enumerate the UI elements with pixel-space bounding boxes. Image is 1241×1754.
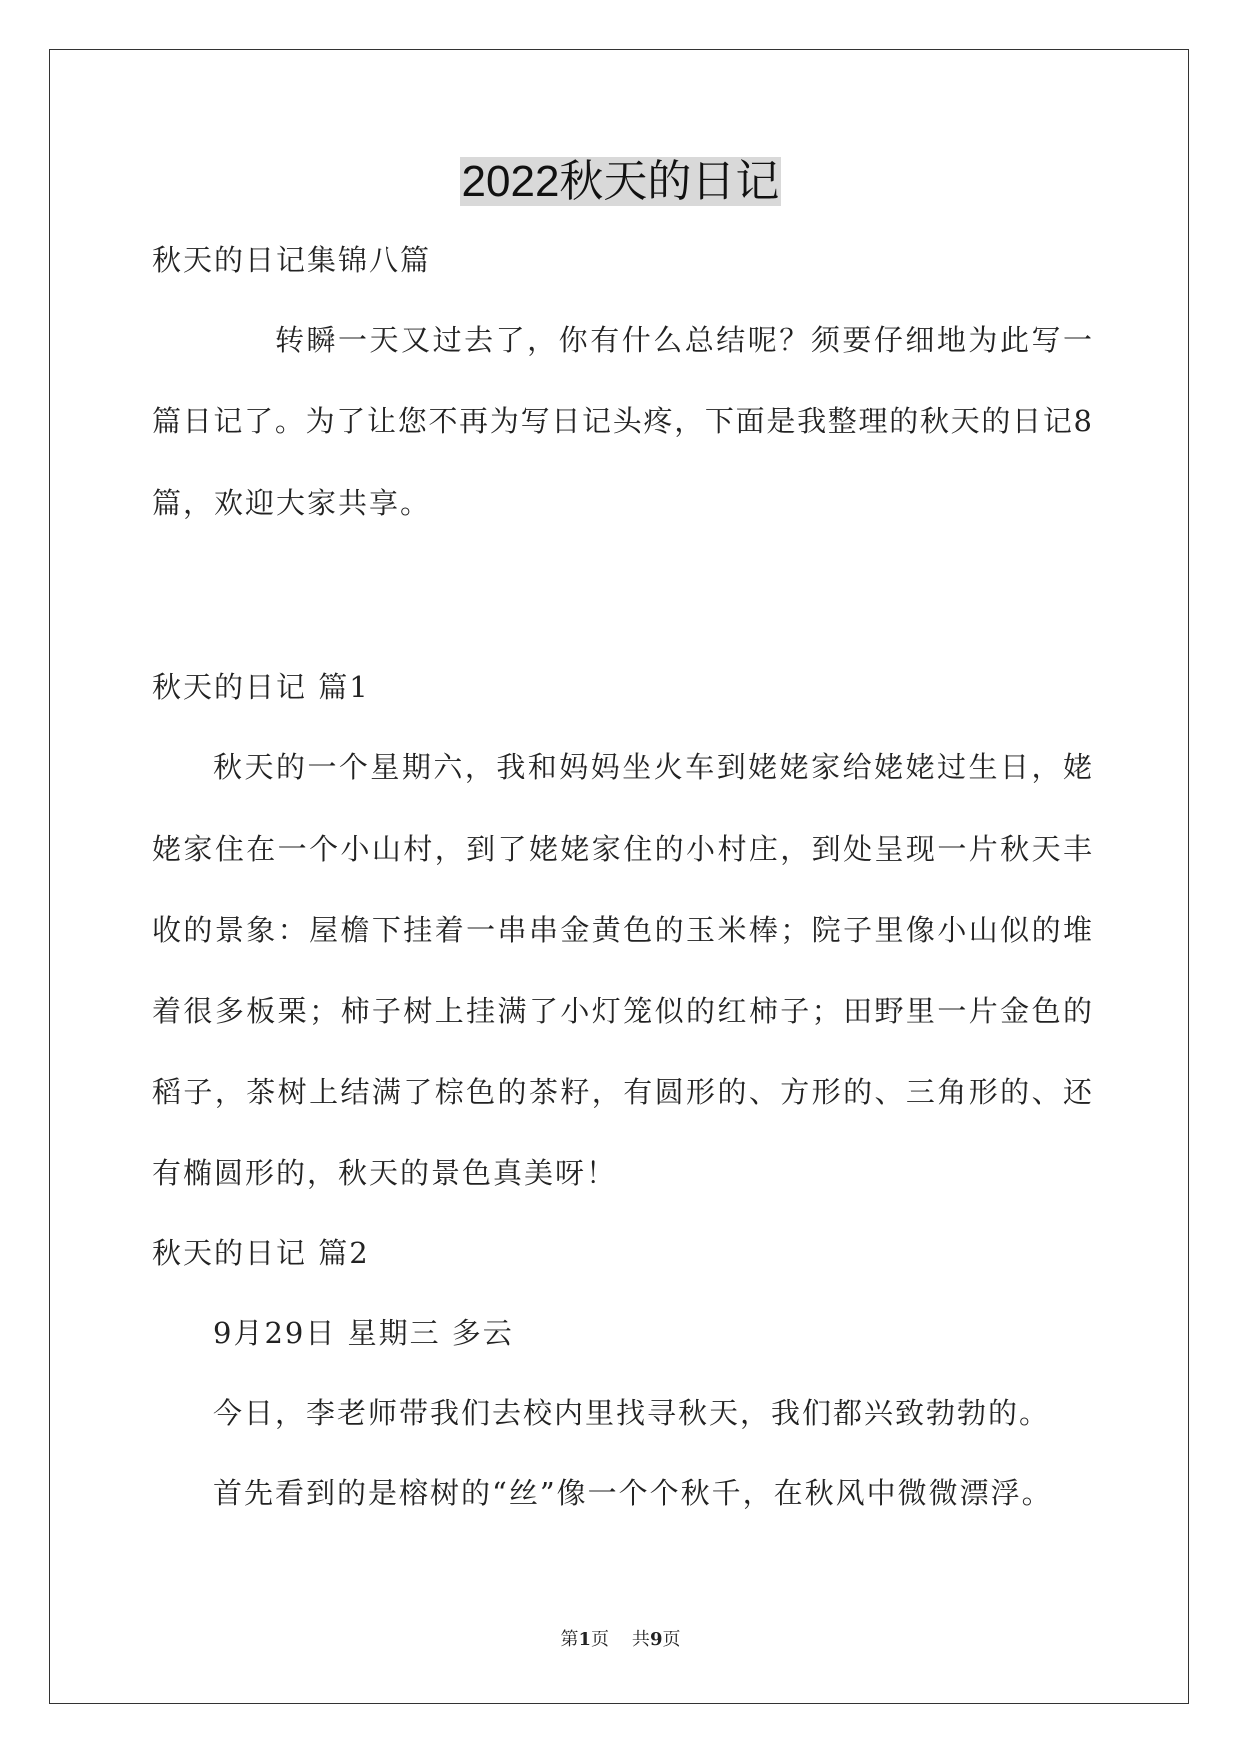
- total-page-count: 9: [649, 1629, 663, 1650]
- section1-line-1: 秋天的一个星期六，我和妈妈坐火车到姥姥家给姥姥过生日，姥: [213, 750, 1092, 784]
- section2-heading: 秋天的日记 篇2: [152, 1236, 370, 1270]
- section1-line-6: 有椭圆形的，秋天的景色真美呀！: [152, 1156, 618, 1190]
- intro-line-3: 篇，欢迎大家共享。: [152, 486, 432, 520]
- intro-line-2: 篇日记了。为了让您不再为写日记头疼，下面是我整理的秋天的日记8: [152, 404, 1092, 438]
- section2-line-2: 首先看到的是榕树的“丝”像一个个秋千，在秋风中微微漂浮。: [213, 1476, 1053, 1510]
- section1-line-3: 收的景象：屋檐下挂着一串串金黄色的玉米棒；院子里像小山似的堆: [152, 913, 1092, 947]
- section1-line-2: 姥家住在一个小山村，到了姥姥家住的小村庄，到处呈现一片秋天丰: [152, 832, 1092, 866]
- footer-prefix: 第: [560, 1629, 579, 1650]
- document-title-text: 2022秋天的日记: [461, 157, 780, 206]
- page-footer: [0, 1628, 1241, 1652]
- page-border: [49, 49, 1189, 1704]
- section1-line-5: 稻子，茶树上结满了棕色的茶籽，有圆形的、方形的、三角形的、还: [152, 1075, 1092, 1109]
- current-page-number: 1: [578, 1629, 592, 1650]
- section2-line-1: 今日，李老师带我们去校内里找寻秋天，我们都兴致勃勃的。: [213, 1396, 1051, 1430]
- section1-heading: 秋天的日记 篇1: [152, 670, 370, 704]
- footer-suffix: 页: [662, 1629, 681, 1650]
- section2-date-line: 9月29日 星期三 多云: [213, 1316, 514, 1350]
- section1-line-4: 着很多板栗；柿子树上挂满了小灯笼似的红柿子；田野里一片金色的: [152, 994, 1092, 1028]
- document-title: [0, 152, 1241, 212]
- intro-line-1: 转瞬一天又过去了，你有什么总结呢？须要仔细地为此写一: [275, 323, 1092, 357]
- intro-heading: 秋天的日记集锦八篇: [152, 243, 432, 277]
- footer-middle: 页 共: [591, 1629, 650, 1650]
